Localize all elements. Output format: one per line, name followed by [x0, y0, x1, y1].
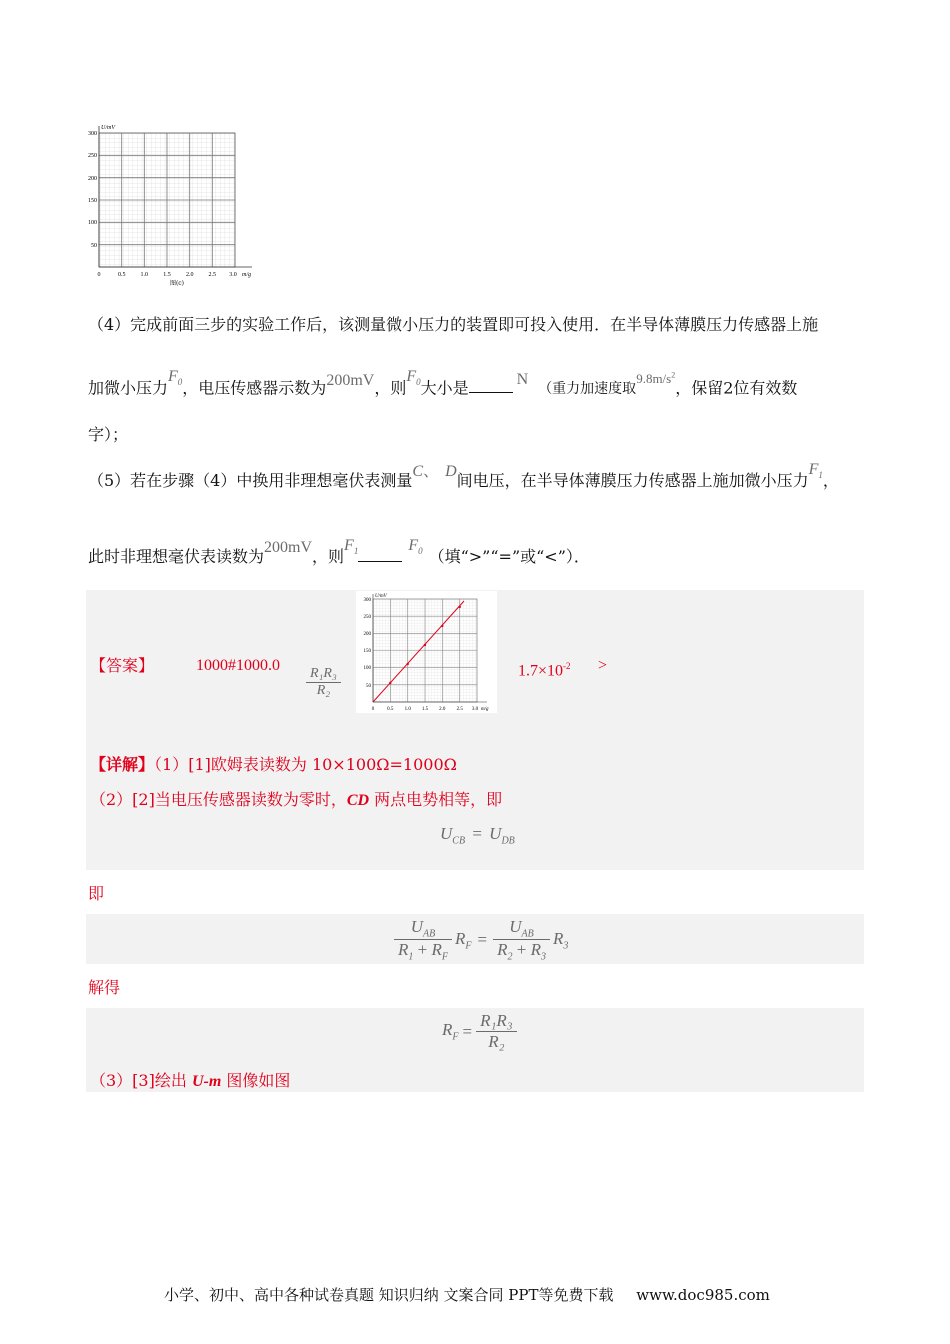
answer-graph-yticks [364, 598, 372, 689]
graph-c-xticks [98, 272, 237, 278]
detail-p1-text: （1）[1]欧姆表读数为 10×100Ω=1000Ω [154, 755, 457, 774]
f1-symbol: $F_1$ [344, 537, 359, 557]
detail-p2 [90, 790, 502, 811]
q5-text-b: 间电压，在半导体薄膜压力传感器上施加微小压力 [456, 471, 809, 490]
q4-text-f: ，保留2位有效数 [675, 378, 798, 398]
detail-p3: （3）[3]绘出 U-m 图像如图 [90, 1071, 291, 1090]
q5-voltage: 200mV [264, 539, 313, 556]
graph-c-xlabel: m/g [242, 272, 251, 278]
q5-text-f: （填“>”“=”或“<”）． [428, 547, 590, 566]
ytick: 250 [363, 615, 371, 620]
detail-p2-a: （2）[2]当电压传感器读数为零时， [90, 790, 347, 809]
xtick: 2.5 [456, 707, 463, 712]
ytick: 200 [363, 632, 371, 637]
f0-symbol: $F_0$ [408, 537, 423, 557]
equation-3: $R_F$ = $\frac{\text{R₁R₃}}{\text{R₂}}$ [442, 1011, 517, 1052]
f0-symbol: $F_0$ [168, 368, 183, 388]
q4-text-e: （重力加速度取 [538, 381, 637, 398]
c-symbol: C [412, 463, 424, 480]
q4-text-d: 大小是 [420, 378, 469, 398]
ytick: 200 [88, 176, 97, 182]
equation-2: $\frac{U_{AB}}{R_1 + R_F}$ $R_F$ = $\frac{U_{AB}}{R_2 + R_3}$ $R_3$ [394, 917, 568, 963]
answer-2-frac [306, 666, 341, 699]
c-d-separator: 、 [423, 463, 440, 480]
ytick: 300 [88, 131, 97, 137]
q4-answer-blank[interactable] [469, 378, 513, 393]
equation-1: $U_{CB} = U_{DB}$ [440, 824, 515, 847]
data-point [389, 682, 391, 684]
data-point [424, 644, 426, 646]
answer-2-fraction [306, 666, 341, 699]
graph-c [82, 120, 282, 295]
eq2-frac-left: $\frac{U_{AB}}{R_1 + R_F}$ [394, 917, 452, 963]
answer-graph-ylabel: U/mV [375, 594, 387, 599]
q5-text-e: ，则 [312, 547, 345, 566]
xtick: 0.5 [117, 272, 126, 278]
eq2-frac-right: $\frac{U_{AB}}{R_2 + R_3}$ [493, 917, 550, 963]
ytick: 300 [363, 598, 371, 603]
q4-text-c: ，则 [374, 378, 407, 398]
answer-2-num: R₁R₃ [306, 666, 341, 683]
q4-text-b: ，电压传感器示数为 [182, 378, 327, 398]
ytick: 250 [88, 153, 97, 159]
xtick: 2.0 [185, 272, 194, 278]
answer-graph [356, 591, 497, 713]
detail-label: 【详解】 [90, 755, 155, 774]
detail-p1 [90, 755, 457, 775]
f1-symbol: $F_1$ [808, 461, 823, 481]
q5-text-d: 此时非理想毫伏表读数为 [88, 547, 265, 566]
q5-text-c: ， [822, 471, 839, 490]
q5-line1 [88, 461, 839, 497]
eq3-frac: $\frac{\text{R₁R₃}}{\text{R₂}}$ [476, 1011, 517, 1052]
answer-graph-xticks [372, 707, 479, 712]
answer-label: 【答案】 [90, 656, 155, 675]
xtick: 0.5 [387, 707, 394, 712]
f0-symbol: $F_0$ [406, 368, 421, 388]
ytick: 100 [88, 220, 97, 226]
answer-2-den: R₂ [316, 683, 331, 698]
answer-graph-xlabel: m/g [481, 707, 489, 712]
detail-p2-b: 两点电势相等，即 [369, 790, 503, 809]
data-point [407, 663, 409, 665]
footer-url[interactable]: www.doc985.com [636, 1286, 770, 1304]
ytick: 50 [91, 243, 97, 249]
footer [164, 1284, 770, 1305]
detail-ji: 即 [88, 884, 105, 903]
answer-4: $1.7\times 10^{-2}$ [518, 661, 571, 680]
xtick: 3.0 [471, 707, 479, 712]
ytick: 100 [363, 666, 371, 671]
answer-5: > [598, 657, 608, 674]
data-point [441, 625, 443, 627]
detail-p2-cd: CD [346, 792, 370, 809]
xtick: 0 [371, 707, 375, 712]
d-symbol: D [445, 463, 457, 480]
footer-text: 小学、初中、高中各种试卷真题 知识归纳 文案合同 PPT等免费下载 [164, 1286, 614, 1304]
graph-c-yticks [88, 131, 97, 249]
q4-unit: N [516, 371, 529, 389]
xtick: 1.5 [421, 707, 429, 712]
ytick: 150 [363, 649, 371, 654]
xtick: 2.0 [439, 707, 446, 712]
q4-line1: （4）完成前面三步的实验工作后，该测量微小压力的装置即可投入使用．在半导体薄膜压力传感器上施 [88, 315, 819, 334]
q4-gravity: 9.8m/s2 [636, 371, 676, 387]
q5-answer-blank[interactable] [358, 547, 402, 562]
data-point [459, 606, 461, 608]
xtick: 3.0 [229, 272, 237, 278]
graph-c-ylabel: U/mV [101, 125, 115, 131]
graph-c-svg [82, 120, 282, 295]
q4-line2 [88, 368, 798, 405]
answer-1: 1000#1000.0 [196, 657, 280, 674]
xtick: 1.5 [163, 272, 171, 278]
q5-text-a: （5）若在步骤（4）中换用非理想毫伏表测量 [88, 471, 413, 490]
q4-voltage: 200mV [326, 372, 375, 390]
xtick: 0 [97, 272, 101, 278]
xtick: 1.0 [140, 272, 149, 278]
ytick: 50 [366, 684, 371, 689]
ytick: 150 [88, 198, 97, 204]
xtick: 1.0 [404, 707, 411, 712]
detail-jiede: 解得 [88, 978, 121, 997]
q4-line3: 字）； [88, 425, 129, 444]
graph-c-caption: 图(c) [169, 280, 185, 287]
q5-line2 [88, 537, 590, 573]
xtick: 2.5 [208, 272, 217, 278]
q4-text-a: 加微小压力 [88, 378, 169, 398]
answer-graph-svg [356, 591, 497, 713]
